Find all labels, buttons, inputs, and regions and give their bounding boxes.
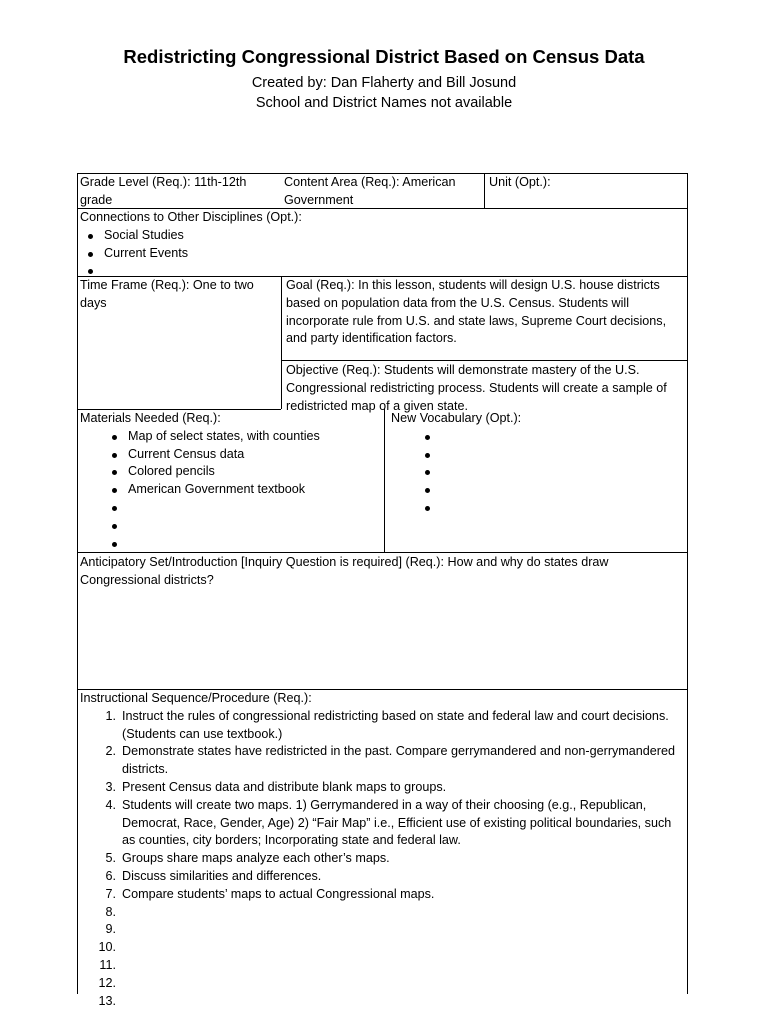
list-item: [80, 886, 680, 904]
connections-label: Connections to Other Disciplines (Opt.):: [80, 210, 302, 224]
vocabulary-list: [389, 428, 679, 517]
list-item: Social Studies: [80, 227, 680, 245]
procedure-list: [80, 708, 680, 1010]
step-text: Discuss similarities and differences.: [122, 868, 322, 883]
divider: [281, 360, 688, 361]
materials-section: [80, 410, 380, 552]
connections-list: [80, 227, 680, 280]
objective: Objective (Req.): Students will demonstrate mastery of the U.S. Congressional redistricting process. Students will create a sample of redistricted map of a given state.: [286, 363, 667, 413]
step-text: Demonstrate states have redistricted in the past. Compare gerrymandered and non-gerrymandered districts.: [122, 744, 676, 777]
step-number: 9.: [105, 922, 116, 937]
unit: Unit (Opt.):: [489, 175, 551, 189]
divider: [281, 276, 282, 409]
list-item: [417, 428, 679, 446]
step-text: Groups share maps analyze each other’s maps.: [122, 851, 390, 866]
procedure-label: Instructional Sequence/Procedure (Req.):: [80, 691, 312, 705]
step-number: 3.: [105, 779, 116, 794]
list-item: [80, 779, 680, 797]
list-item: [104, 535, 380, 553]
list-item: [104, 499, 380, 517]
list-item: [104, 517, 380, 535]
list-item: Map of select states, with counties: [104, 428, 380, 446]
vocabulary-label: New Vocabulary (Opt.):: [391, 411, 522, 425]
step-number: 1.: [105, 708, 116, 723]
list-item: [80, 921, 680, 939]
list-item: [80, 868, 680, 886]
list-item: [417, 446, 679, 464]
step-number: 7.: [105, 886, 116, 901]
step-number: 8.: [105, 904, 116, 919]
vocabulary-section: [389, 410, 679, 517]
document-title: Redistricting Congressional District Based on Census Data: [123, 46, 645, 67]
step-number: 13.: [98, 993, 116, 1008]
list-item: [80, 993, 680, 1010]
list-item: [417, 481, 679, 499]
time-frame: Time Frame (Req.): One to two days: [80, 278, 254, 310]
step-number: 4.: [105, 797, 116, 812]
step-number: 2.: [105, 744, 116, 759]
created-by: Created by: Dan Flaherty and Bill Josund: [251, 75, 517, 91]
step-text: Students will create two maps. 1) Gerrymandered in a way of their choosing (e.g., Republican, Democrat, Race, Gender, Age) 2) “Fair Map” i.e., Efficient use of existing political boundaries, such as counties, city borders; Incorporating state and federal law.: [122, 797, 672, 848]
step-number: 10.: [98, 940, 116, 955]
step-number: 6.: [105, 868, 116, 883]
divider: [484, 173, 485, 208]
procedure-section: [80, 690, 680, 1010]
list-item: [80, 850, 680, 868]
goal: Goal (Req.): In this lesson, students will design U.S. house districts based on population data from the U.S. Census. Students will incorporate rule from U.S. and state laws, Supreme Court decisions, and party identification factors.: [286, 278, 667, 346]
list-item: [80, 797, 680, 850]
list-item: [417, 499, 679, 517]
list-item: [80, 743, 680, 779]
list-item: American Government textbook: [104, 481, 380, 499]
list-item: [80, 957, 680, 975]
content-area: Content Area (Req.): American Government: [284, 175, 456, 207]
materials-list: [80, 428, 380, 553]
list-item: Current Events: [80, 245, 680, 263]
divider: [384, 409, 385, 552]
school-line: School and District Names not available: [255, 95, 513, 111]
list-item: [80, 708, 680, 744]
step-text: Present Census data and distribute blank maps to groups.: [122, 779, 447, 794]
list-item: Colored pencils: [104, 463, 380, 481]
anticipatory-set: Anticipatory Set/Introduction [Inquiry Question is required] (Req.): How and why do states draw Congressional districts?: [80, 555, 609, 587]
step-number: 5.: [105, 851, 116, 866]
materials-label: Materials Needed (Req.):: [80, 411, 221, 425]
list-item: Current Census data: [104, 446, 380, 464]
connections-section: [80, 209, 680, 280]
list-item: [80, 939, 680, 957]
list-item: [80, 975, 680, 993]
step-text: Instruct the rules of congressional redistricting based on state and federal law and court decisions. (Students can use textbook.): [122, 708, 669, 741]
list-item: [417, 463, 679, 481]
step-text: Compare students’ maps to actual Congressional maps.: [122, 886, 435, 901]
step-number: 12.: [98, 975, 116, 990]
list-item: [80, 904, 680, 922]
step-number: 11.: [99, 957, 116, 972]
grade-level: Grade Level (Req.): 11th-12th grade: [80, 175, 247, 207]
